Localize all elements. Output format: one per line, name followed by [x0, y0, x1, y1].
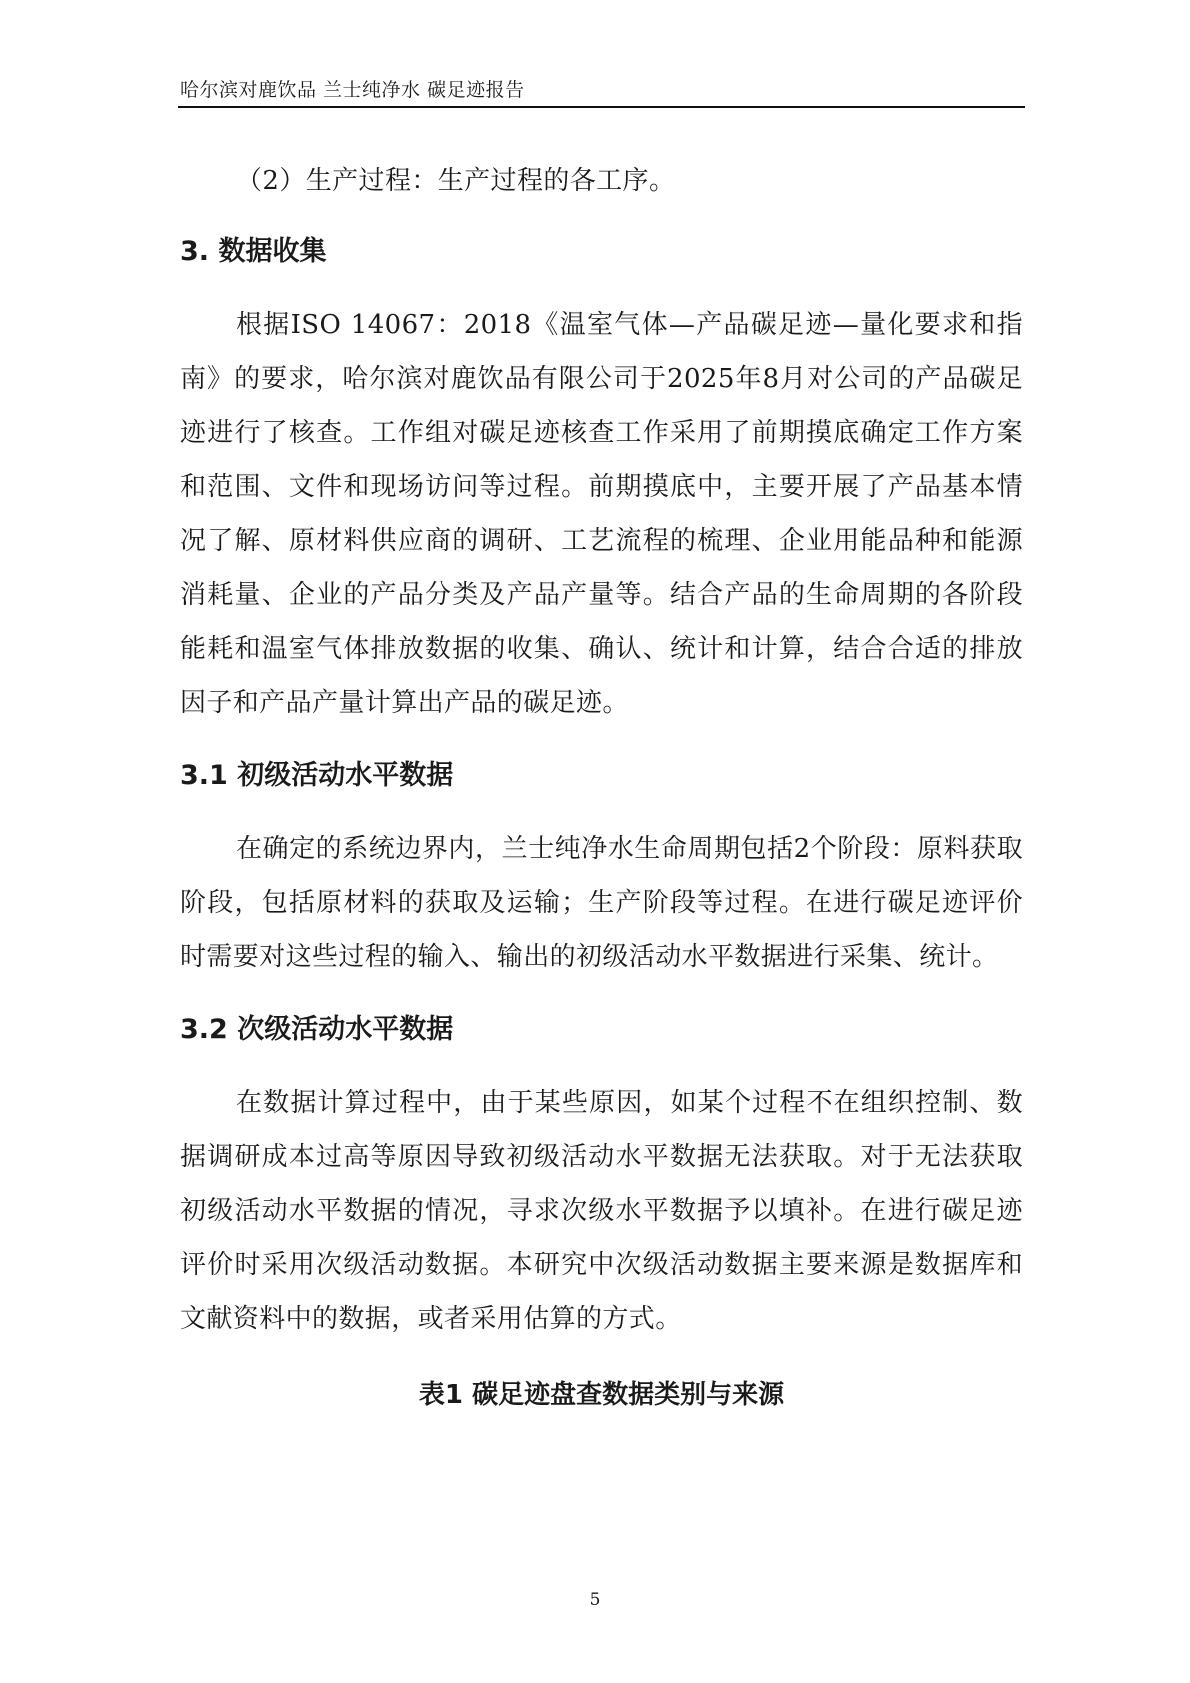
- list-item-production: （2）生产过程：生产过程的各工序。: [236, 166, 676, 196]
- running-header: 哈尔滨对鹿饮品 兰士纯净水 碳足迹报告: [180, 79, 525, 101]
- paragraph-data-collection: 根据ISO 14067：2018《温室气体—产品碳足迹—量化要求和指南》的要求，哈尔滨对鹿饮品有限公司于2025年8月对公司的产品碳足迹进行了核查。工作组对碳足迹核查工作采用了前期摸底确定工作方案和范围、文件和现场访问等过程。前期摸底中，主要开展了产品基本情况了解、原材料供应商的调研、工艺流程的梳理、企业用能品种和能源消耗量、企业的产品分类及产品产量等。结合产品的生命周期的各阶段能耗和温室气体排放数据的收集、确认、统计和计算，结合合适的排放因子和产品产量计算出产品的碳足迹。: [180, 310, 1023, 718]
- page-number: 5: [589, 1590, 601, 1610]
- section-heading-data-collection: 3. 数据收集: [180, 236, 327, 267]
- paragraph-secondary-data: 在数据计算过程中，由于某些原因，如某个过程不在组织控制、数据调研成本过高等原因导致初级活动水平数据无法获取。对于无法获取初级活动水平数据的情况，寻求次级水平数据予以填补。在进行碳足迹评价时采用次级活动数据。本研究中次级活动数据主要来源是数据库和文献资料中的数据，或者采用估算的方式。: [180, 1088, 1023, 1334]
- table-caption: 表1 碳足迹盘查数据类别与来源: [418, 1380, 785, 1410]
- section-heading-secondary-data: 3.2 次级活动水平数据: [180, 1014, 454, 1045]
- header-divider: [178, 106, 1025, 108]
- section-heading-primary-data: 3.1 初级活动水平数据: [180, 760, 454, 791]
- paragraph-primary-data: 在确定的系统边界内，兰士纯净水生命周期包括2个阶段：原料获取阶段，包括原材料的获取及运输；生产阶段等过程。在进行碳足迹评价时需要对这些过程的输入、输出的初级活动水平数据进行采集、统计。: [180, 834, 1023, 972]
- page-body: [180, 160, 1023, 1411]
